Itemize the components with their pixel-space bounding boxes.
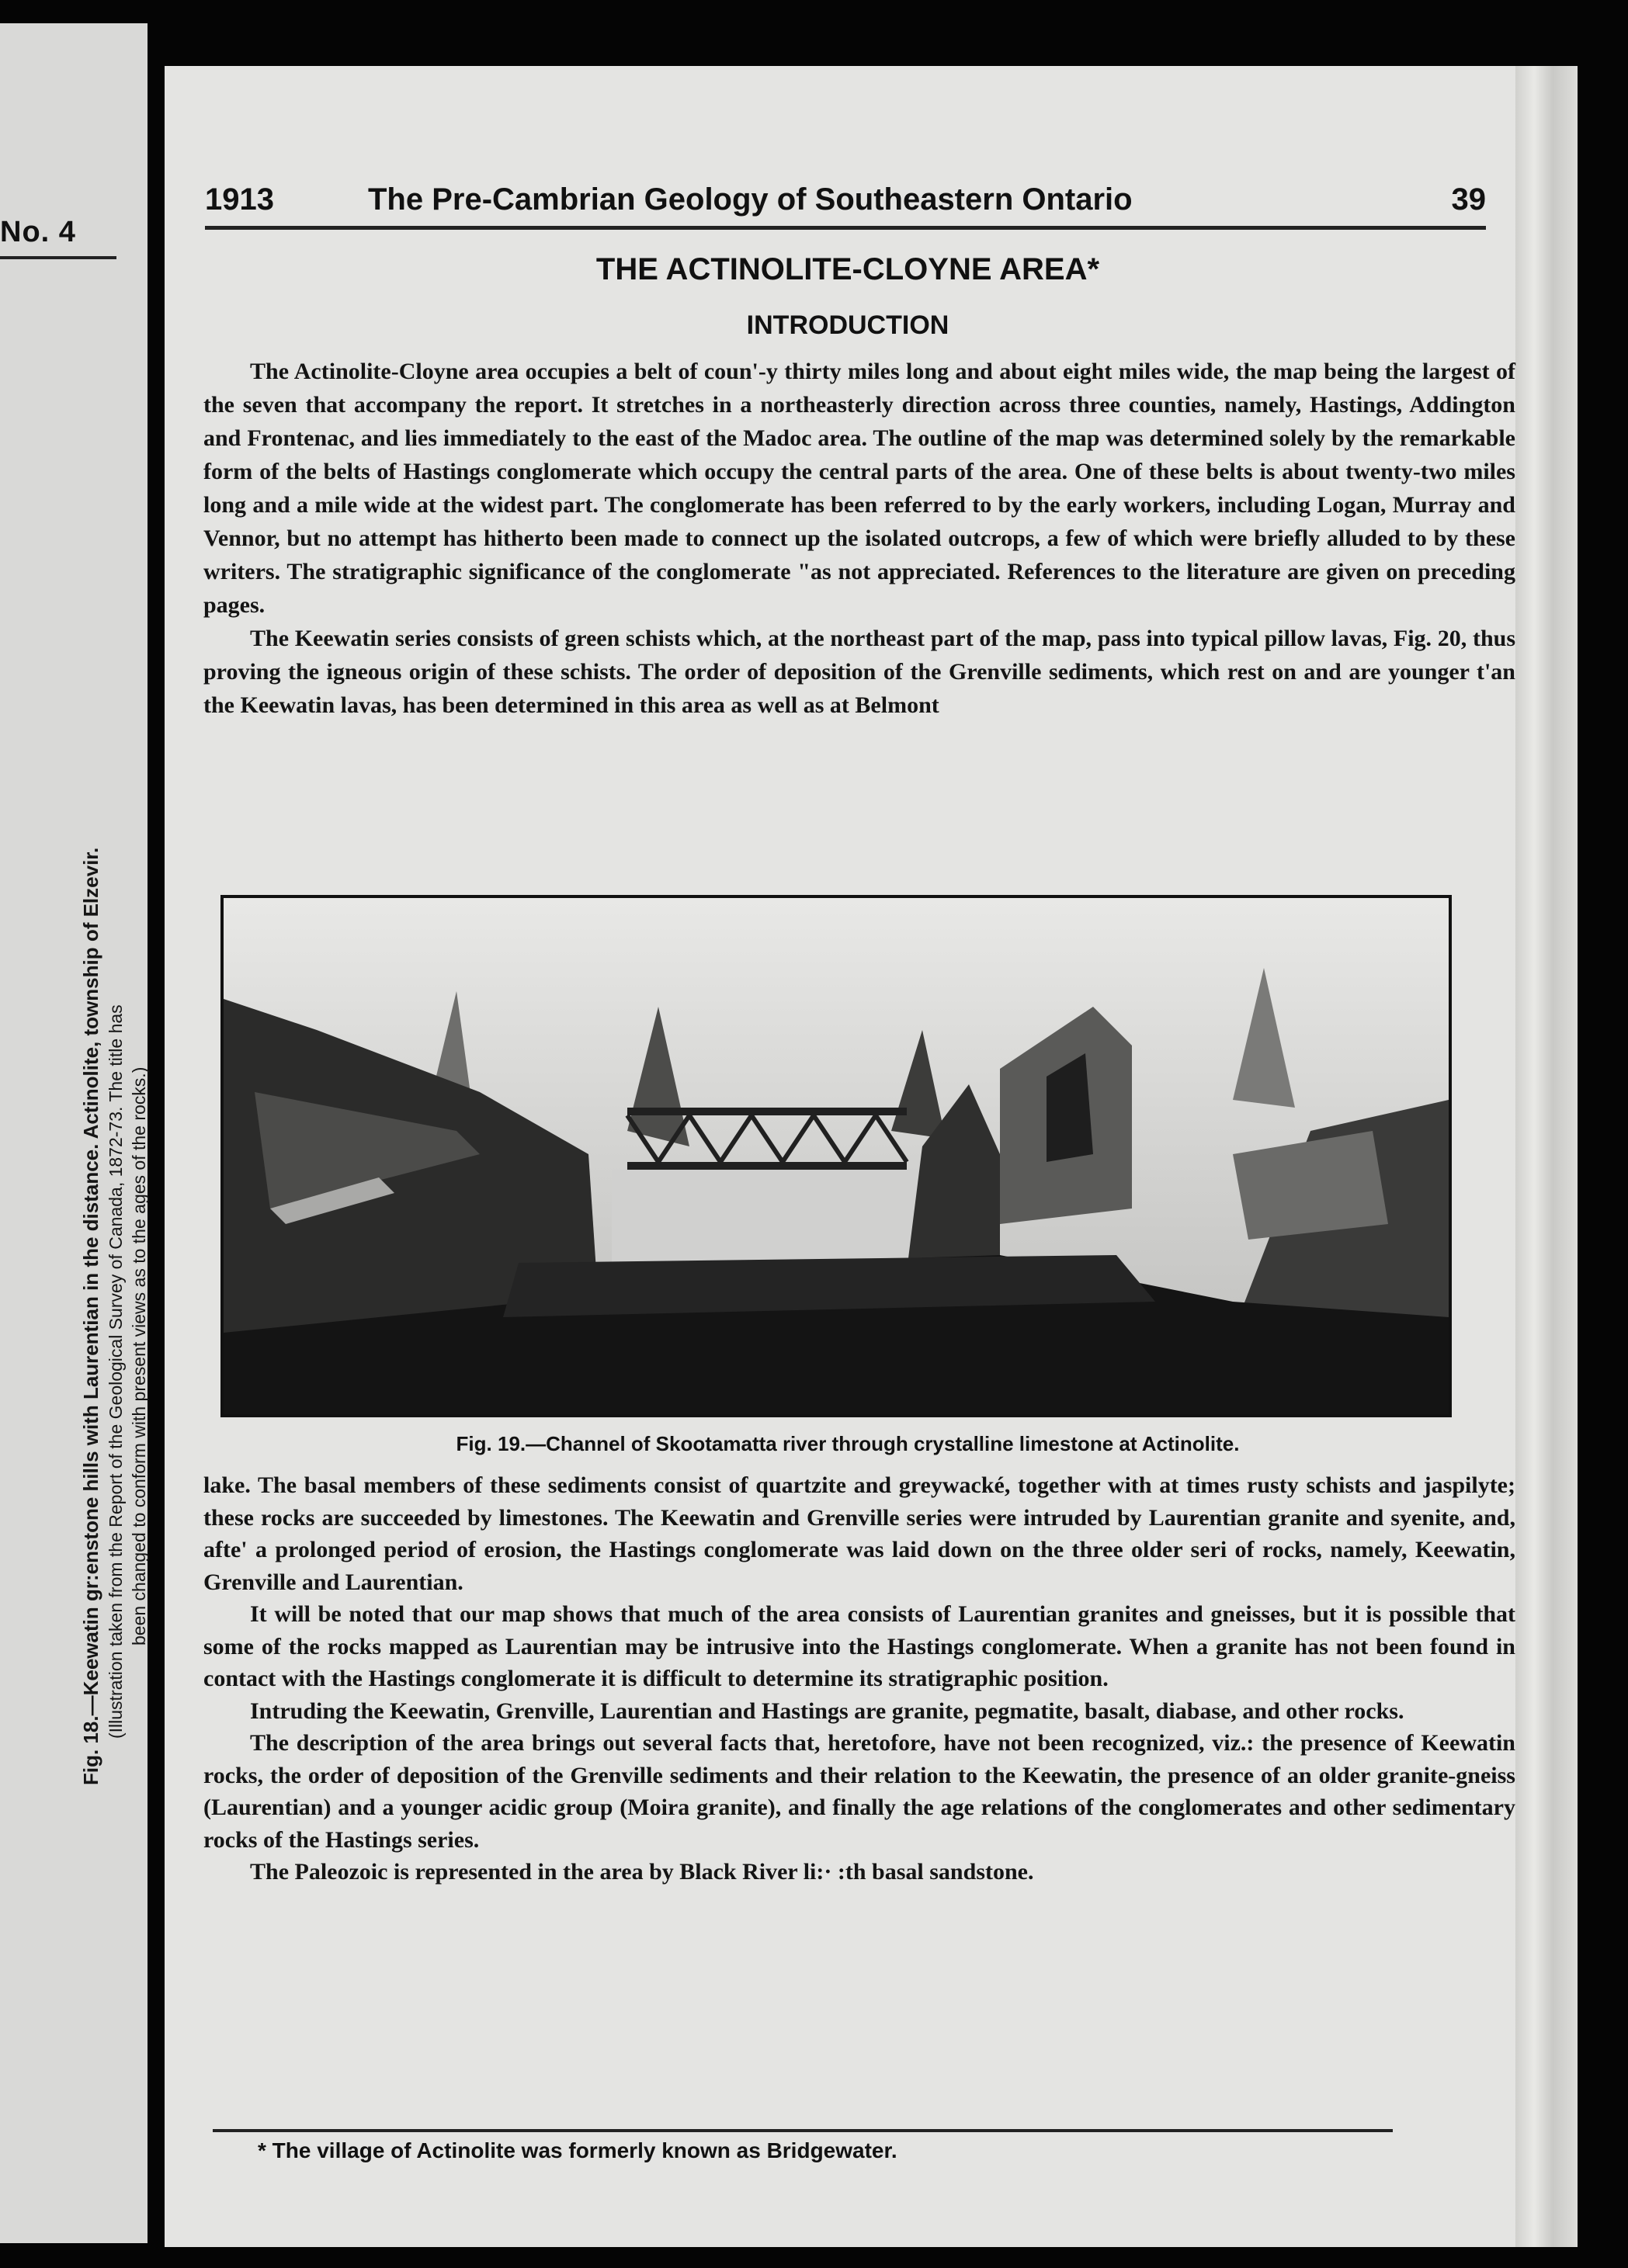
- header-rule: [205, 226, 1486, 230]
- paragraph: The Keewatin series consists of green schists which, at the northeast part of the map, pass into typical pillow lavas, Fig. 20, thus proving the igneous origin of these schists. The order of deposition of the Grenville sediments, which rest on and are younger t'an the Keewatin lavas, has been determined in this area as well as at Belmont: [203, 626, 1515, 718]
- paragraph: The description of the area brings out several facts that, heretofore, have not been recognized, viz.: the presence of Keewatin rocks, the order of deposition of the Grenville sediments and their relation to the Keewatin, the presence of an older granite-gneiss (Laurentian) and a younger acidic group (Moira granite), and finally the age relations of the conglomerates and other sedimentary rocks of the Hastings series.: [203, 1730, 1515, 1853]
- figure-caption: Fig. 19.—Channel of Skootamatta river through crystalline limestone at Actinolite.: [456, 1432, 1240, 1455]
- paragraph: The Paleozoic is represented in the area by Black River li:· :th basal sandstone.: [250, 1859, 1034, 1885]
- paragraph: The Actinolite-Cloyne area occupies a belt of coun'-y thirty miles long and about eight miles wide, the map being the largest of the seven that accompany the report. It stretches in a northeasterly direction across three counties, namely, Hastings, Addington and Frontenac, and lies immediately to the east of the Madoc area. The outline of the map was determined solely by the remarkable form of the belts of Hastings conglomerate which occupy the central parts of the area. One of these belts is about twenty-two miles long and a mile wide at the widest part. The conglomerate has been referred to by the early workers, including Logan, Murray and Vennor, but no attempt has hitherto been made to connect up the isolated outcrops, a few of which were briefly alluded to by these writers. The stratigraphic significance of the conglomerate "as not appreciated. References to the literature are given on preceding pages.: [203, 359, 1515, 618]
- body-text-bottom: [203, 1469, 1515, 1888]
- facing-page-label: No. 4: [0, 216, 76, 248]
- page-edge: [1515, 66, 1578, 2247]
- paragraph: Intruding the Keewatin, Grenville, Laurentian and Hastings are granite, pegmatite, basalt, diabase, and other rocks.: [250, 1698, 1404, 1724]
- header-year: 1913: [205, 182, 274, 217]
- running-header: [205, 182, 1509, 229]
- header-title: The Pre-Cambrian Geology of Southeastern Ontario: [368, 182, 1133, 217]
- section-title: THE ACTINOLITE-CLOYNE AREA*: [595, 252, 1100, 286]
- facing-page-rule: [0, 256, 116, 259]
- paragraph: lake. The basal members of these sediments consist of quartzite and greywacké, together with at times rusty schists and jaspilyte; these rocks are succeeded by limestones. The Keewatin and Grenville series were intruded by Laurentian granite and syenite, and, afte' a prolonged period of erosion, the Hastings conglomerate was laid down on the three older seri of rocks, namely, Keewatin, Grenville and Laurentian.: [203, 1472, 1515, 1595]
- photo-illustration: [224, 898, 1449, 1414]
- page-number: 39: [1451, 182, 1486, 217]
- document-page: [165, 66, 1578, 2247]
- fig-18-note-1: (Illustration taken from the Report of the Geological Survey of Canada, 1872-73. The title has: [106, 1004, 126, 1739]
- footnote-rule: [213, 2129, 1393, 2132]
- figure-photograph: [220, 895, 1452, 1417]
- facing-page: [0, 23, 148, 2243]
- subsection-title: INTRODUCTION: [746, 310, 949, 340]
- footnote: * The village of Actinolite was formerly known as Bridgewater.: [258, 2138, 897, 2162]
- facing-page-figure-caption: [78, 621, 150, 1785]
- fig-18-note-2: been changed to conform with present views as to the ages of the rocks.): [129, 1066, 149, 1646]
- body-text-top: [203, 355, 1515, 722]
- paragraph: It will be noted that our map shows that much of the area consists of Laurentian granites and gneisses, but it is possible that some of the rocks mapped as Laurentian may be intrusive into the Hastings conglomerate. When a granite has not been found in contact with the Hastings conglomerate it is difficult to determine its stratigraphic position.: [203, 1601, 1515, 1691]
- fig-18-caption: Fig. 18.—Keewatin gr:enstone hills with Laurentian in the distance. Actinolite, township of Elzevir.: [79, 847, 102, 1785]
